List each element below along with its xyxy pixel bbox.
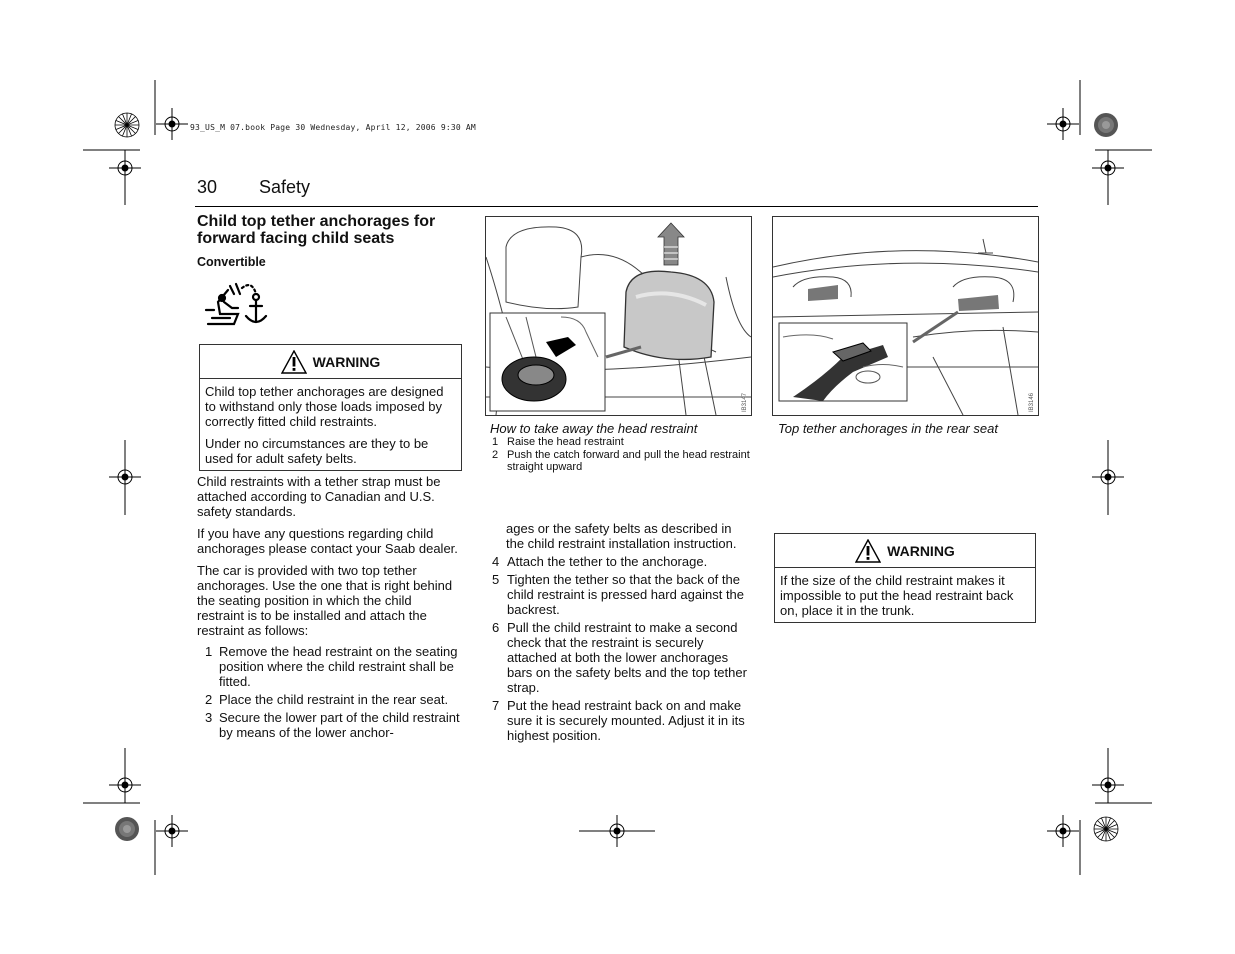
list-item: 5 Tighten the tether so that the back of the child restraint is pressed hard against the backrest.: [492, 572, 745, 617]
figure-callouts: [490, 436, 750, 474]
list-item: 7 Put the head restraint back on and make sure it is securely mounted. Adjust it in its highest position.: [492, 698, 745, 743]
warning-label: WARNING: [887, 542, 955, 559]
warning-box: [199, 344, 462, 471]
body-paragraph: The car is provided with two top tether anchorages. Use the one that is right behind the seating position in which the child restraint is to be installed and attach the restraint as follows:: [197, 563, 453, 638]
header-rule: [195, 206, 1038, 207]
warning-text: Under no circumstances are they to be used for adult safety belts.: [205, 436, 429, 466]
warning-text: Child top tether anchorages are designed to withstand only those loads imposed by correctly fitted child restraints.: [205, 384, 444, 429]
warning-header: [775, 534, 1035, 568]
warning-label: WARNING: [312, 353, 381, 370]
steps-list: [490, 554, 752, 743]
body-text-column-1: [197, 474, 462, 743]
image-id: IB3147: [742, 392, 748, 412]
list-item: 1 Remove the head restraint on the seating position where the child restraint shall be fitted.: [205, 644, 458, 689]
child-seat-anchor-icon: [200, 280, 272, 328]
warning-header: [200, 345, 461, 379]
warning-box: [774, 533, 1036, 623]
body-paragraph: If you have any questions regarding child anchorages please contact your Saab dealer.: [197, 526, 458, 556]
figure-head-restraint: [485, 216, 752, 416]
head-restraint-illustration: [486, 217, 751, 415]
list-item: 3 Secure the lower part of the child restraint by means of the lower anchor-: [205, 710, 460, 740]
print-metadata: 93_US_M 07.book Page 30 Wednesday, April 12, 2006 9:30 AM: [190, 123, 476, 132]
page-number: 30: [197, 177, 218, 197]
callout-item: 1 Raise the head restraint: [492, 436, 624, 448]
figure-caption: How to take away the head restraint: [490, 421, 698, 436]
list-item: 6 Pull the child restraint to make a second check that the restraint is securely attached at both the lower anchorages bars on the safety belts and the top tether strap.: [492, 620, 747, 695]
body-paragraph: Child restraints with a tether strap must be attached according to Canadian and U.S. safety standards.: [197, 474, 441, 519]
warning-text: If the size of the child restraint makes it impossible to put the head restraint back on, place it in the trunk.: [780, 573, 1014, 618]
list-item: 4 Attach the tether to the anchorage.: [492, 554, 708, 569]
article-title: Child top tether anchorages for forward facing child seats: [197, 213, 436, 247]
body-text-column-2: [490, 521, 752, 746]
figure-tether-anchorages: [772, 216, 1039, 416]
list-item: 2 Place the child restraint in the rear seat.: [205, 692, 449, 707]
article-subtitle: Convertible: [197, 255, 266, 269]
warning-triangle-icon: [281, 350, 307, 374]
image-id: IB3146: [1029, 392, 1035, 412]
warning-triangle-icon: [855, 539, 881, 563]
steps-list: [197, 644, 462, 740]
section-title: Safety: [259, 177, 311, 197]
rear-seat-illustration: [773, 217, 1038, 415]
callout-item: 2 Push the catch forward and pull the head restraint straight upward: [492, 448, 750, 473]
figure-caption: Top tether anchorages in the rear seat: [778, 421, 998, 436]
body-paragraph: ages or the safety belts as described in the child restraint installation instruction.: [506, 521, 737, 551]
